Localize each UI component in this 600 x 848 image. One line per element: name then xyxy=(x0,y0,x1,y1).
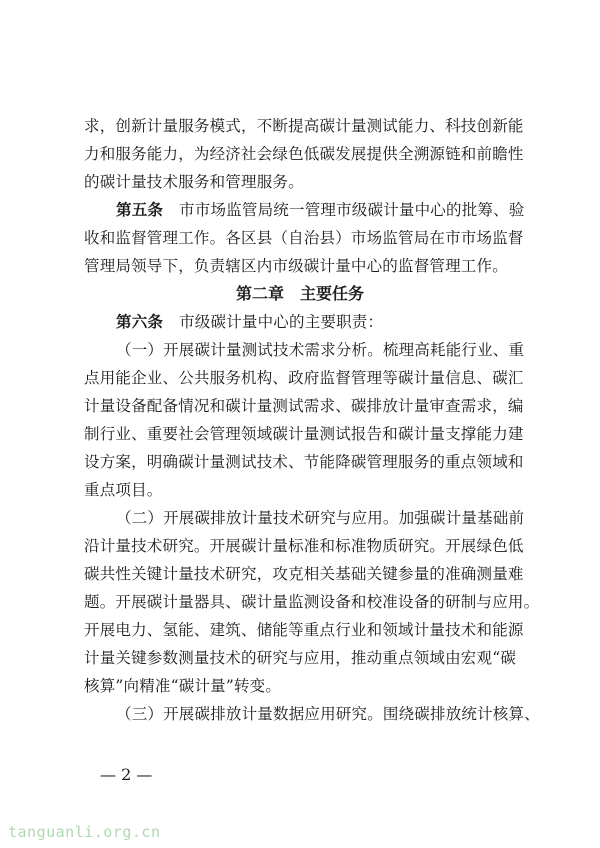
chapter-title: 主要任务 xyxy=(300,284,365,303)
paragraph-line: （二）开展碳排放计量技术研究与应用。加强碳计量基础前 xyxy=(116,509,525,527)
chapter-number: 第二章 xyxy=(235,284,284,303)
paragraph-line: 收和监督管理工作。各区县（自治县）市场监管局在市市场监督 xyxy=(84,229,524,247)
paragraph-line: 市市场监管局统一管理市级碳计量中心的批筹、验 xyxy=(179,201,525,219)
watermark: tanguanli.org.cn xyxy=(8,823,161,841)
page-number: — 2 — xyxy=(100,765,153,784)
paragraph-line: 点用能企业、公共服务机构、政府监督管理等碳计量信息、碳汇 xyxy=(84,369,524,387)
article-6-label: 第六条 xyxy=(116,312,164,331)
paragraph-line: （一）开展碳计量测试技术需求分析。梳理高耗能行业、重 xyxy=(116,341,525,359)
paragraph-line: 碳共性关键计量技术研究，攻克相关基础关键参量的准确测量难 xyxy=(84,565,524,583)
paragraph-line: 开展电力、氢能、建筑、储能等重点行业和领域计量技术和能源 xyxy=(84,621,524,639)
paragraph-line: 计量关键参数测量技术的研究与应用，推动重点领域由宏观“碳 xyxy=(84,649,517,667)
article-6-line xyxy=(116,311,383,333)
paragraph-line: 计量设备配备情况和碳计量测试需求、碳排放计量审查需求，编 xyxy=(84,397,524,415)
paragraph-line: 沿计量技术研究。开展碳计量标准和标准物质研究。开展绿色低 xyxy=(84,537,524,555)
paragraph-line: 求，创新计量服务模式，不断提高碳计量测试能力、科技创新能 xyxy=(84,117,524,135)
paragraph-line: 核算”向精准“碳计量”转变。 xyxy=(84,677,282,695)
paragraph-line: （三）开展碳排放计量数据应用研究。围绕碳排放统计核算、 xyxy=(116,705,540,723)
article-6-text: 市级碳计量中心的主要职责： xyxy=(179,313,384,331)
paragraph-line: 制行业、重要社会管理领域碳计量测试报告和碳计量支撑能力建 xyxy=(84,425,524,443)
chapter-heading xyxy=(0,283,600,305)
paragraph-line: 重点项目。 xyxy=(84,481,163,499)
paragraph-line: 的碳计量技术服务和管理服务。 xyxy=(84,173,304,191)
paragraph-line: 管理局领导下，负责辖区内市级碳计量中心的监督管理工作。 xyxy=(84,257,508,275)
article-5-label: 第五条 xyxy=(116,200,164,219)
paragraph-line: 力和服务能力，为经济社会绿色低碳发展提供全溯源链和前瞻性 xyxy=(84,145,524,163)
paragraph-line: 设方案，明确碳计量测试技术、节能降碳管理服务的重点领域和 xyxy=(84,453,524,471)
article-5-first-line xyxy=(116,199,525,221)
paragraph-line: 题。开展碳计量器具、碳计量监测设备和校准设备的研制与应用。 xyxy=(84,593,540,611)
